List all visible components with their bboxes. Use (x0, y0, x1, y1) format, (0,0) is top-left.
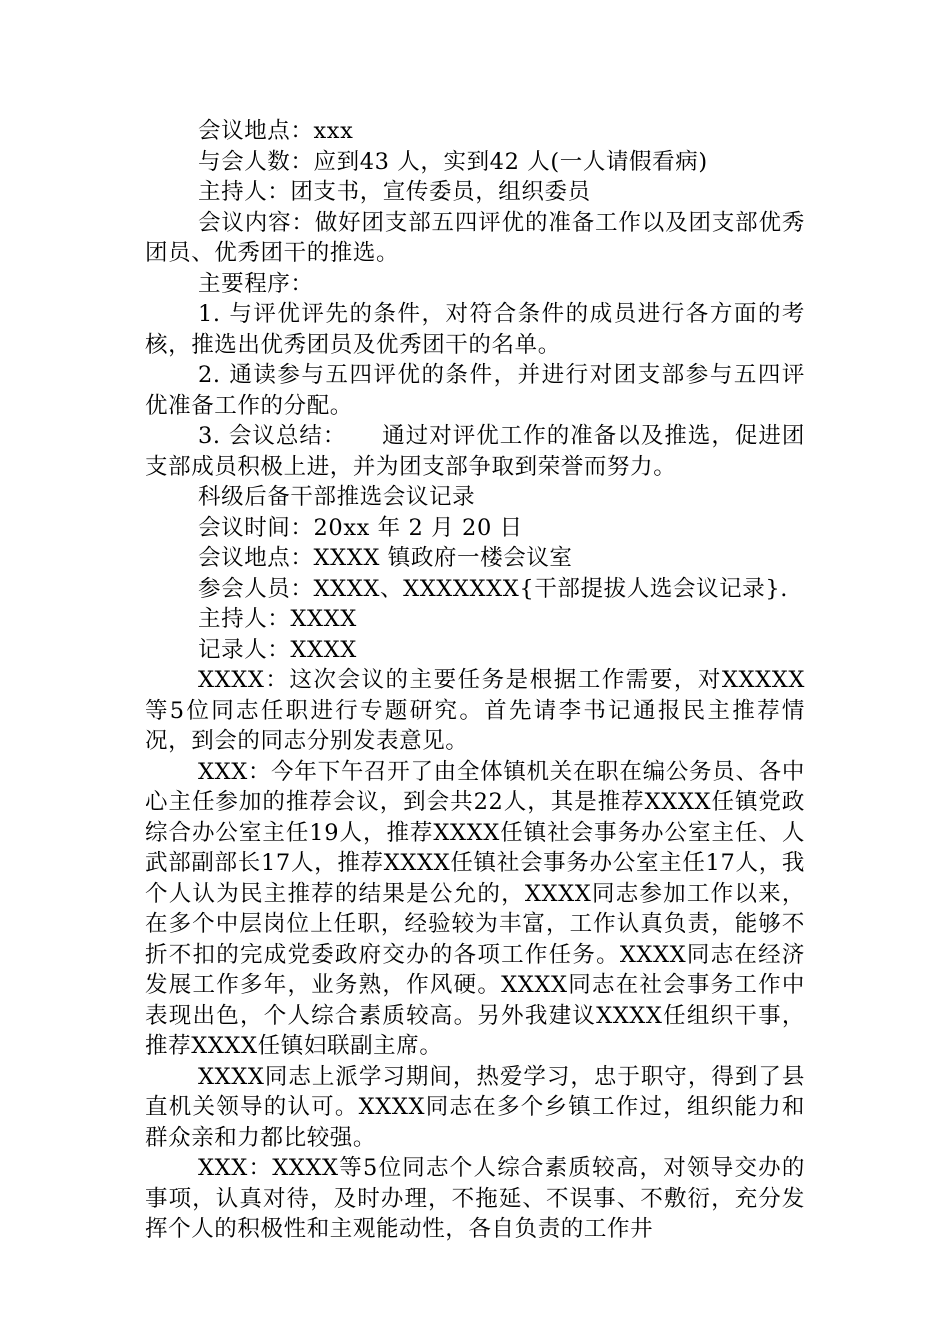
host-1: 主持人：团支书，宣传委员，组织委员 (198, 179, 591, 205)
recorder: 记录人：XXXX (198, 636, 357, 663)
procedure-item-1: 1. 与评优评先的条件，对符合条件的成员进行各方面的考核，推选出优秀团员及优秀团干的名单。 (145, 301, 805, 358)
meeting-location-1: 会议地点：xxx (198, 118, 354, 144)
meeting-location-2: 会议地点：XXXX 镇政府一楼会议室 (198, 545, 573, 571)
document-body (145, 116, 805, 1245)
attendance-count: 与会人数：应到43 人，实到42 人(一人请假看病) (198, 148, 708, 175)
meeting-time: 会议时间：20xx 年 2 月 20 日 (198, 514, 523, 541)
host-2: 主持人：XXXX (198, 606, 357, 632)
final-assessment: XXX：XXXX等5位同志个人综合素质较高，对领导交办的事项，认真对待，及时办理，不拖延、不误事、不敷衍，充分发挥个人的积极性和主观能动性，各自负责的工作井 (145, 1155, 805, 1242)
procedure-item-2: 2. 通读参与五四评优的条件，并进行对团支部参与五四评优准备工作的分配。 (145, 362, 805, 419)
section-title: 科级后备干部推选会议记录 (198, 484, 476, 510)
procedure-item-3: 3. 会议总结： 通过对评优工作的准备以及推选，促进团支部成员积极上进，并为团支部争取到荣誉而努力。 (145, 423, 805, 480)
recommendation-report: XXX：今年下午召开了由全体镇机关在职在编公务员、各中心主任参加的推荐会议，到会共22人，其是推荐XXXX任镇党政综合办公室主任19人，推荐XXXX任镇社会事务办公室主任、人武部副部长17人，推荐XXXX任镇社会事务办公室主任17人，我个人认为民主推荐的结果是公允的，XXXX同志参加工作以来，在多个中层岗位上任职，经验较为丰富，工作认真负责，能够不折不扣的完成党委政府交办的各项工作任务。XXXX同志在经济发展工作多年，业务熟，作风硬。XXXX同志在社会事务工作中表现出色，个人综合素质较高。另外我建议XXXX任组织干事，推荐XXXX任镇妇联副主席。 (145, 758, 805, 1059)
study-assessment: XXXX同志上派学习期间，热爱学习，忠于职守，得到了县直机关领导的认可。XXXX同志在多个乡镇工作过，组织能力和群众亲和力都比较强。 (145, 1063, 805, 1151)
attendees: 参会人员：XXXX、XXXXXXX{干部提拔人选会议记录}. (198, 575, 788, 602)
main-procedure-heading: 主要程序： (198, 270, 314, 297)
meeting-content: 会议内容：做好团支部五四评优的准备工作以及团支部优秀团员、优秀团干的推选。 (145, 209, 805, 266)
opening-remarks: XXXX：这次会议的主要任务是根据工作需要，对XXXXX等5位同志任职进行专题研究。首先请李书记通报民主推荐情况，到会的同志分别发表意见。 (145, 667, 805, 754)
